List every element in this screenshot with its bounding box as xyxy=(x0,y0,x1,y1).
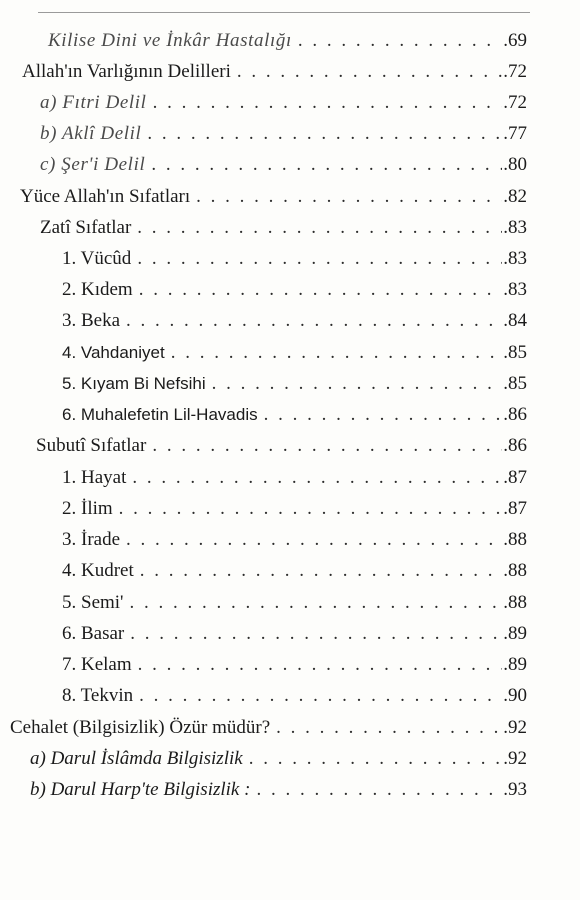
toc-entry-title: b) Darul Harp'te Bilgisizlik : xyxy=(30,779,251,800)
leader-dots xyxy=(256,775,502,805)
toc-entry xyxy=(62,400,527,430)
toc-entry-page: .72 xyxy=(503,61,527,82)
leader-dots xyxy=(196,182,502,212)
toc-entry-title: Cehalet (Bilgisizlik) Özür müdür? xyxy=(10,717,271,738)
leader-dots xyxy=(137,213,502,243)
leader-dots xyxy=(139,681,502,711)
toc-entry-title: 8. Tekvin xyxy=(62,685,134,706)
toc-entry xyxy=(40,213,527,243)
toc-entry xyxy=(40,150,527,180)
toc-entry-title: Subutî Sıfatlar xyxy=(36,435,147,456)
toc-entry-page: .83 xyxy=(503,217,527,238)
leader-dots xyxy=(129,588,502,618)
toc-entry-title: Allah'ın Varlığının Delilleri xyxy=(22,61,231,82)
toc-entry xyxy=(62,306,527,336)
toc-entry xyxy=(48,26,527,56)
toc-entry xyxy=(62,681,527,711)
toc-entry xyxy=(62,588,527,618)
toc-entry-page: .92 xyxy=(503,717,527,738)
toc-entry-page: .89 xyxy=(503,623,527,644)
toc-entry xyxy=(62,525,527,555)
leader-dots xyxy=(130,619,502,649)
toc-entry-page: .72 xyxy=(503,92,527,113)
toc-entry-title: 5. Kıyam Bi Nefsihi xyxy=(62,374,206,393)
toc-entry-page: .83 xyxy=(503,248,527,269)
leader-dots xyxy=(126,306,502,336)
leader-dots xyxy=(171,338,503,368)
leader-dots xyxy=(276,713,502,743)
toc-entry-page: .88 xyxy=(503,592,527,613)
toc-entry-page: .92 xyxy=(503,748,527,769)
toc-entry xyxy=(62,369,527,399)
toc-entry xyxy=(62,338,527,368)
toc-entry-page: .87 xyxy=(503,467,527,488)
toc-entry-title: a) Darul İslâmda Bilgisizlik xyxy=(30,748,243,769)
toc-entry-title: Yüce Allah'ın Sıfatları xyxy=(20,186,191,207)
toc-entry-title: Kilise Dini ve İnkâr Hastalığı xyxy=(48,30,292,51)
toc-entry-title: 3. Beka xyxy=(62,310,121,331)
toc-entry xyxy=(40,88,527,118)
toc-entry-title: 6. Muhalefetin Lil-Havadis xyxy=(62,405,258,424)
toc-entry-page: .82 xyxy=(503,186,527,207)
toc-entry-page: .85 xyxy=(503,373,527,394)
leader-dots xyxy=(138,650,503,680)
leader-dots xyxy=(132,463,502,493)
top-rule xyxy=(38,12,530,13)
toc-entry xyxy=(62,275,527,305)
toc-entry-page: .83 xyxy=(503,279,527,300)
toc-entry-page: .89 xyxy=(503,654,527,675)
toc-entry-title: 5. Semi' xyxy=(62,592,124,613)
toc-entry-title: b) Aklî Delil xyxy=(40,123,142,144)
toc-entry-page: .84 xyxy=(503,310,527,331)
toc-entry-page: .90 xyxy=(503,685,527,706)
toc-entry-title: 4. Kudret xyxy=(62,560,134,581)
toc-entry-title: 1. Hayat xyxy=(62,467,127,488)
toc-entry-title: 6. Basar xyxy=(62,623,125,644)
toc-entry-page: .88 xyxy=(503,560,527,581)
leader-dots xyxy=(152,431,502,461)
toc-entry xyxy=(20,182,527,212)
toc-entry-title: a) Fıtri Delil xyxy=(40,92,147,113)
leader-dots xyxy=(139,275,503,305)
toc-entry-title: 2. Kıdem xyxy=(62,279,133,300)
toc-entry xyxy=(62,556,527,586)
leader-dots xyxy=(119,494,503,524)
toc-entry-title: 1. Vücûd xyxy=(62,248,132,269)
toc-entry xyxy=(10,713,527,743)
leader-dots xyxy=(153,88,503,118)
leader-dots xyxy=(212,369,503,399)
toc-entry-page: .86 xyxy=(503,404,527,425)
toc-entry-page: .87 xyxy=(503,498,527,519)
toc-entry-title: 3. İrade xyxy=(62,529,121,550)
toc-entry xyxy=(36,431,527,461)
leader-dots xyxy=(237,57,502,87)
toc-entry xyxy=(22,57,527,87)
toc-entry xyxy=(62,494,527,524)
leader-dots xyxy=(140,556,502,586)
toc-entry-title: 4. Vahdaniyet xyxy=(62,343,165,362)
toc-entry xyxy=(62,650,527,680)
toc-entry-title: c) Şer'i Delil xyxy=(40,154,146,175)
toc-entry-page: .88 xyxy=(503,529,527,550)
leader-dots xyxy=(151,150,502,180)
toc-entry-page: .93 xyxy=(503,779,527,800)
toc-entry-page: .77 xyxy=(503,123,527,144)
leader-dots xyxy=(147,119,502,149)
toc-entry-page: .86 xyxy=(503,435,527,456)
toc-entry xyxy=(62,244,527,274)
leader-dots xyxy=(249,744,503,774)
leader-dots xyxy=(264,400,503,430)
toc-entry-page: .69 xyxy=(503,30,527,51)
leader-dots xyxy=(298,26,502,56)
toc-entry-title: 2. İlim xyxy=(62,498,113,519)
toc-entry xyxy=(30,775,527,805)
leader-dots xyxy=(126,525,502,555)
toc-entry-title: Zatî Sıfatlar xyxy=(40,217,132,238)
toc-entry xyxy=(30,744,527,774)
toc-entry-title: 7. Kelam xyxy=(62,654,132,675)
leader-dots xyxy=(137,244,502,274)
toc-entry xyxy=(62,619,527,649)
toc-entry xyxy=(62,463,527,493)
toc-entry-page: .80 xyxy=(503,154,527,175)
toc-entry xyxy=(40,119,527,149)
toc-entry-page: .85 xyxy=(503,342,527,363)
